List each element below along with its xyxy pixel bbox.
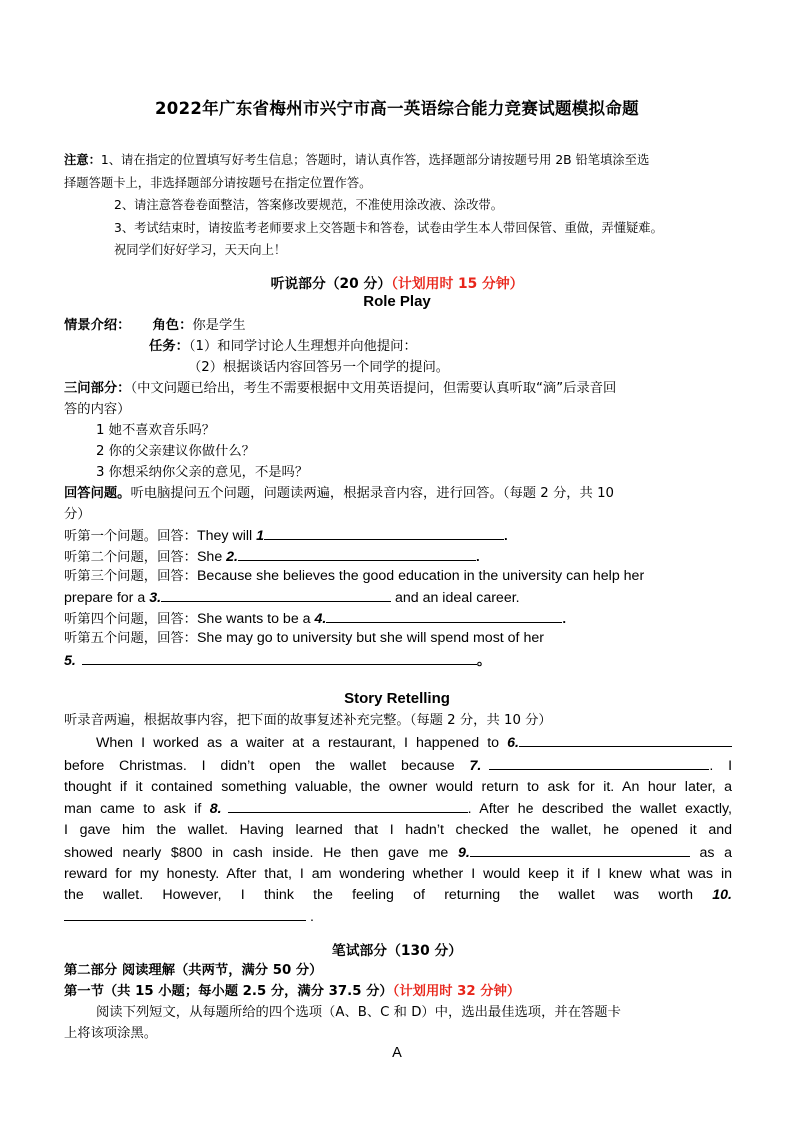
notice-wish: 祝同学们好好学习，天天向上！ (114, 243, 287, 257)
retelling-line: before Christmas. I didn’t open the wallet because 7. . I (64, 754, 732, 777)
retelling-blank-8[interactable] (228, 797, 468, 813)
retelling-line: I gave him the wallet. Having learned that I hadn’t checked the wallet, he opened it and (64, 822, 732, 839)
retelling-blank-9[interactable] (470, 841, 690, 857)
answer-5-cont: 5. 。 (64, 649, 491, 672)
answer-blank-5[interactable] (82, 649, 477, 665)
retelling-line: the wallet. However, I think the feeling of returning the wallet was worth 10. (64, 886, 732, 903)
role-play-heading: Role Play (363, 293, 431, 310)
notice-label: 注意： (64, 153, 101, 167)
notice-item-3: 3、考试结束时，请按监考老师要求上交答题卡和答卷，试卷由学生本人带回保管、重做，弄懂疑难。 (114, 220, 663, 235)
listening-timing: （计划用时 15 分钟） (391, 276, 524, 292)
retelling-blank-6[interactable] (519, 731, 732, 747)
part-2-heading: 第二部分 阅读理解（共两节，满分 50 分） (64, 963, 323, 978)
answer-4: 听第四个问题，回答：She wants to be a 4. . (64, 607, 566, 630)
task-line-1: 任务：（1）和同学讨论人生理想并向他提问： (149, 339, 417, 354)
answer-blank-3[interactable] (161, 586, 391, 602)
story-retelling-heading: Story Retelling (344, 690, 450, 707)
scene-intro: 情景介绍： 角色：你是学生 (64, 318, 246, 333)
answer-5: 听第五个问题，回答：She may go to university but she will spend most of her (64, 630, 544, 646)
answer-blank-4[interactable] (326, 607, 562, 623)
answer-blank-1[interactable] (264, 524, 504, 540)
retelling-blank-7[interactable] (489, 754, 709, 770)
listening-heading: 听说部分（20 分）（计划用时 15 分钟） (270, 276, 524, 292)
question-3: 3 你想采纳你父亲的意见，不是吗？ (96, 465, 309, 480)
answer-1: 听第一个问题。回答：They will 1 . (64, 524, 508, 547)
task-line-2: （2）根据谈话内容回答另一个同学的提问。 (188, 360, 450, 375)
retelling-passage (64, 731, 732, 928)
section-1-heading: 第一节（共 15 小题；每小题 2.5 分，满分 37.5 分）（计划用时 32 分钟） (64, 984, 521, 999)
reading-instruction: 阅读下列短文，从每题所给的四个选项（A、B、C 和 D）中，选出最佳选项，并在答题卡 (96, 1005, 621, 1020)
passage-label: A (392, 1045, 402, 1061)
answer-blank-2[interactable] (238, 545, 476, 561)
answer-3-cont: prepare for a 3. and an ideal career. (64, 586, 520, 609)
retelling-line: . (64, 905, 732, 928)
retelling-line: man came to ask if 8. . After he described the wallet exactly, (64, 797, 732, 820)
answer-intro: 回答问题。听电脑提问五个问题，问题读两遍，根据录音内容，进行回答。（每题 2 分，共 10 (64, 486, 614, 501)
retelling-line: thought if it contained something valuable, the owner would return to ask for it. An hour later, a (64, 778, 732, 795)
notice-item-1: 1、请在指定的位置填写好考生信息；答题时，请认真作答，选择题部分请按题号用 2B 铅笔填涂至选 (100, 153, 650, 167)
retelling-line: showed nearly $800 in cash inside. He then gave me 9. as a (64, 841, 732, 864)
answer-3: 听第三个问题，回答：Because she believes the good education in the university can help her (64, 568, 645, 584)
answer-intro-cont: 分） (64, 507, 91, 522)
section-1-timing: （计划用时 32 分钟） (392, 984, 521, 999)
notice-block (64, 149, 732, 262)
three-questions-intro-cont: 答的内容） (64, 402, 131, 417)
question-2: 2 你的父亲建议你做什么？ (96, 444, 255, 459)
three-questions-intro: 三问部分：（中文问题已给出，考生不需要根据中文用英语提问，但需要认真听取“滴”后录音回 (64, 381, 617, 396)
answer-2: 听第二个问题，回答：She 2. . (64, 545, 480, 568)
exam-title: 2022年广东省梅州市兴宁市高一英语综合能力竞赛试题模拟命题 (155, 99, 639, 118)
notice-item-2: 2、请注意答卷卷面整洁，答案修改要规范，不准使用涂改液、涂改带。 (114, 198, 504, 212)
notice-item-1-cont: 择题答题卡上，非选择题部分请按题号在指定位置作答。 (64, 175, 372, 190)
retelling-instruction: 听录音两遍，根据故事内容，把下面的故事复述补充完整。（每题 2 分，共 10 分） (64, 713, 552, 728)
written-heading: 笔试部分（130 分） (331, 943, 463, 959)
question-1: 1 她不喜欢音乐吗？ (96, 423, 216, 438)
reading-instruction-cont: 上将该项涂黑。 (64, 1026, 158, 1041)
retelling-blank-10[interactable] (64, 905, 306, 921)
retelling-line: reward for my honesty. After that, I am wondering whether I would keep it if I knew what was in (64, 865, 732, 882)
retelling-line: When I worked as a waiter at a restaurant, I happened to 6. (64, 731, 732, 754)
